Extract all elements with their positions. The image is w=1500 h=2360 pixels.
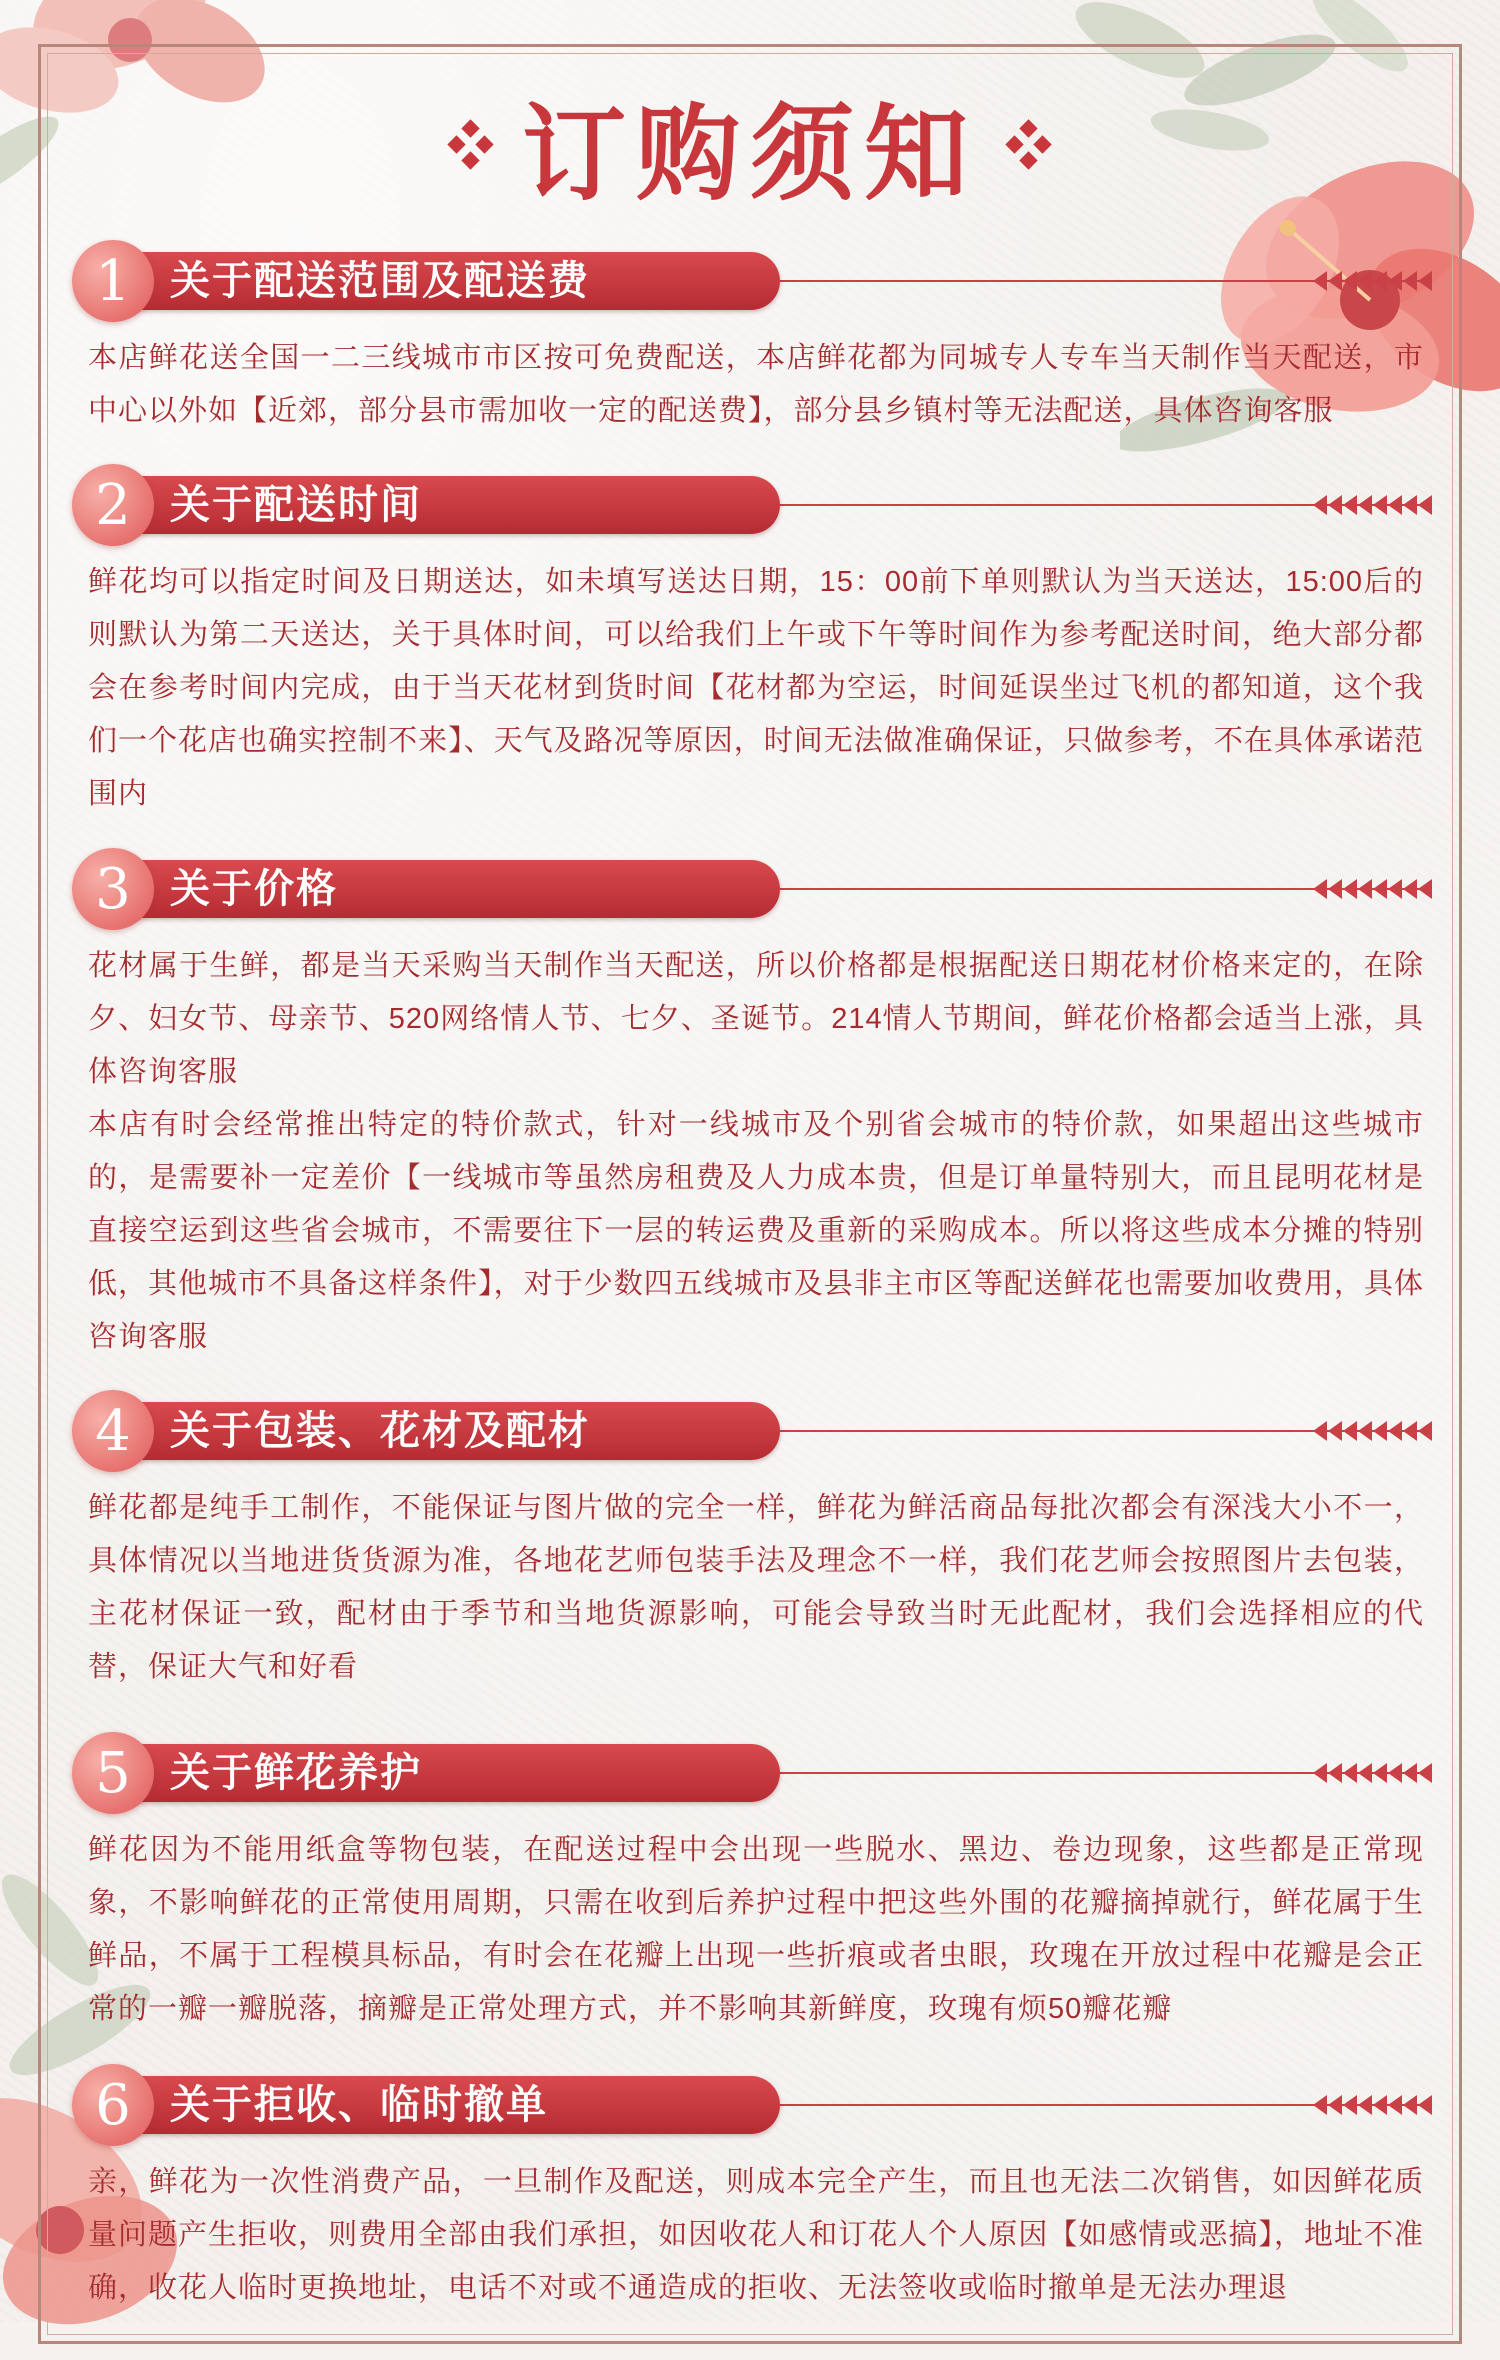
diamond-cluster-icon (446, 120, 496, 170)
section-header-1 (72, 240, 1432, 322)
section-number: 2 (72, 464, 154, 546)
section-number: 6 (72, 2064, 154, 2146)
arrow-chain-icon (1313, 267, 1432, 295)
section-header-4 (72, 1390, 1432, 1472)
section-heading: 关于价格 (170, 867, 338, 911)
section-number: 3 (72, 848, 154, 930)
arrow-chain-icon (1313, 2091, 1432, 2119)
section-paragraph: 鲜花都是纯手工制作，不能保证与图片做的完全一样，鲜花为鲜活商品每批次都会有深浅大小不一，具体情况以当地进货货源为准，各地花艺师包装手法及理念不一样，我们花艺师会按照图片去包装，主花材保证一致，配材由于季节和当地货源影响，可能会导致当时无此配材，我们会选择相应的代替，保证大气和好看 (88, 1492, 1424, 1683)
section-number: 5 (72, 1732, 154, 1814)
arrow-chain-icon (1313, 875, 1432, 903)
arrow-chain-icon (1313, 1759, 1432, 1787)
section-header-6 (72, 2064, 1432, 2146)
arrow-chain-icon (1313, 491, 1432, 519)
section-number: 4 (72, 1390, 154, 1472)
section-paragraph: 鲜花因为不能用纸盒等物包装，在配送过程中会出现一些脱水、黑边、卷边现象，这些都是正常现象，不影响鲜花的正常使用周期，只需在收到后养护过程中把这些外围的花瓣摘掉就行，鲜花属于生鲜品，不属于工程模具标品，有时会在花瓣上出现一些折痕或者虫眼，玫瑰在开放过程中花瓣是会正常的一瓣一瓣脱落，摘瓣是正常处理方式，并不影响其新鲜度，玫瑰有烦50瓣花瓣 (88, 1834, 1424, 2025)
section-heading: 关于配送时间 (170, 483, 422, 527)
section-paragraph: 花材属于生鲜，都是当天采购当天制作当天配送，所以价格都是根据配送日期花材价格来定的，在除夕、妇女节、母亲节、520网络情人节、七夕、圣诞节。214情人节期间，鲜花价格都会适当上涨，具体咨询客服 (88, 950, 1424, 1088)
page-title: 订购须知 (521, 92, 978, 215)
diamond-cluster-icon (1004, 120, 1054, 170)
section-header-5 (72, 1732, 1432, 1814)
title-row (0, 80, 1500, 215)
section-paragraph: 鲜花均可以指定时间及日期送达，如未填写送达日期，15：00前下单则默认为当天送达，15:00后的则默认为第二天送达，关于具体时间，可以给我们上午或下午等时间作为参考配送时间，绝大部分都会在参考时间内完成，由于当天花材到货时间【花材都为空运，时间延误坐过飞机的都知道，这个我们一个花店也确实控制不来】、天气及路况等原因，时间无法做准确保证，只做参考，不在具体承诺范围内 (88, 566, 1424, 810)
section-paragraph: 本店有时会经常推出特定的特价款式，针对一线城市及个别省会城市的特价款，如果超出这些城市的，是需要补一定差价【一线城市等虽然房租费及人力成本贵，但是订单量特别大，而且昆明花材是直接空运到这些省会城市，不需要往下一层的转运费及重新的采购成本。所以将这些成本分摊的特别低，其他城市不具备这样条件】，对于少数四五线城市及县非主市区等配送鲜花也需要加收费用，具体咨询客服 (88, 1109, 1424, 1353)
section-header-3 (72, 848, 1432, 930)
section-heading: 关于鲜花养护 (170, 1751, 422, 1795)
section-heading: 关于配送范围及配送费 (170, 259, 590, 303)
section-number: 1 (72, 240, 154, 322)
section-heading: 关于拒收、临时撤单 (170, 2083, 548, 2127)
section-heading: 关于包装、花材及配材 (170, 1409, 590, 1453)
section-paragraph: 本店鲜花送全国一二三线城市市区按可免费配送，本店鲜花都为同城专人专车当天制作当天配送，市中心以外如【近郊，部分县市需加收一定的配送费】，部分县乡镇村等无法配送，具体咨询客服 (88, 342, 1424, 427)
section-paragraph: 亲，鲜花为一次性消费产品，一旦制作及配送，则成本完全产生，而且也无法二次销售，如因鲜花质量问题产生拒收，则费用全部由我们承担，如因收花人和订花人个人原因【如感情或恶搞】，地址不准确，收花人临时更换地址，电话不对或不通造成的拒收、无法签收或临时撤单是无法办理退 (88, 2166, 1424, 2304)
section-header-2 (72, 464, 1432, 546)
arrow-chain-icon (1313, 1417, 1432, 1445)
